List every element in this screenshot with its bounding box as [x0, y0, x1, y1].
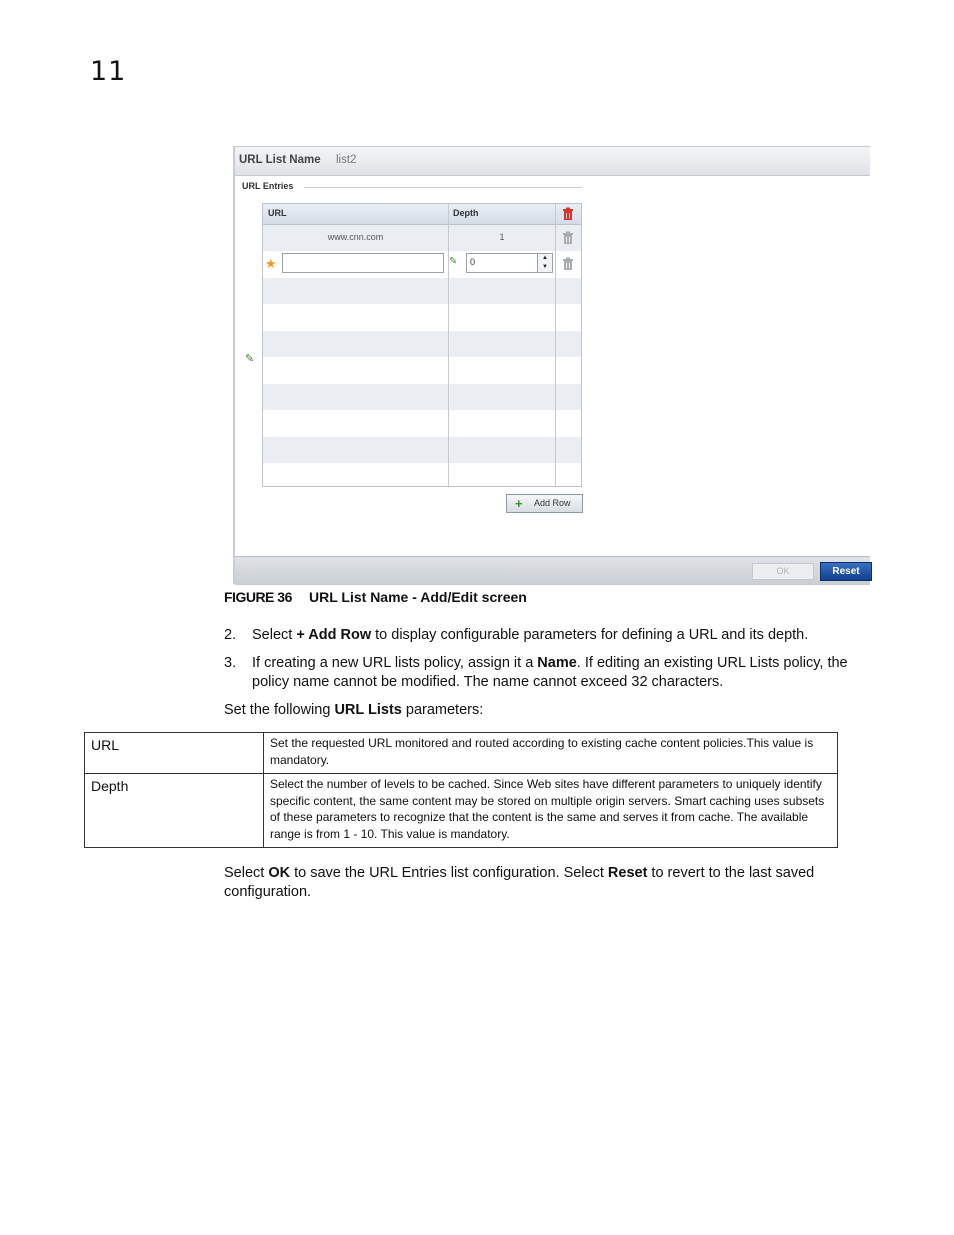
parameter-name: URL [85, 733, 264, 774]
pencil-icon: ✎ [245, 353, 255, 365]
screen-header [235, 146, 870, 176]
figure-number: FIGURE 36 [224, 589, 292, 605]
add-row-label: Add Row [534, 498, 571, 508]
spinner-arrows[interactable]: ▲ ▼ [537, 254, 552, 272]
text-part: parameters: [401, 702, 484, 718]
empty-row [263, 437, 581, 463]
step-emphasis: Name [537, 655, 577, 671]
step-emphasis: + Add Row [296, 627, 372, 643]
parameter-name: Depth [85, 774, 264, 848]
closing-text [224, 864, 844, 902]
trash-icon[interactable] [561, 257, 575, 271]
empty-row [263, 410, 581, 436]
url-entries-table [262, 203, 582, 487]
table-row [85, 774, 838, 848]
empty-row [263, 463, 581, 487]
text-part: Set the following [224, 702, 335, 718]
step-number: 3. [224, 655, 237, 671]
text-emphasis: URL Lists [334, 702, 402, 718]
text-emphasis: Reset [607, 865, 648, 881]
url-list-name-label: URL List Name [239, 154, 321, 166]
table-row [85, 733, 838, 774]
step-number: 2. [224, 627, 237, 643]
step-text [252, 626, 864, 645]
ok-button[interactable]: OK [752, 563, 814, 580]
set-parameters-text [224, 701, 844, 720]
text-part: to revert to the last saved configuration. [224, 865, 815, 900]
depth-cell: 1 [499, 232, 505, 242]
parameter-description: Select the number of levels to be cached. Since Web sites have different parameters to uniquely identify specific content, the same content may be stored on multiple origin servers. Smart caching uses subsets of these parameters to recognize that the content is the same and serves it from cache. The available range is from 1 - 10. This value is mandatory. [264, 774, 838, 848]
step-text-part: If creating a new URL lists policy, assign it a [252, 655, 538, 671]
group-divider [304, 187, 582, 188]
table-row[interactable] [263, 225, 581, 251]
step-text-part: . If editing an existing URL Lists policy, the policy name cannot be modified. The name cannot exceed 32 characters. [252, 655, 848, 690]
text-emphasis: OK [268, 865, 291, 881]
depth-value: 0 [470, 257, 476, 267]
empty-row [263, 278, 581, 304]
trash-icon[interactable] [561, 207, 575, 221]
empty-row [263, 384, 581, 410]
new-entry-row[interactable] [263, 251, 581, 277]
parameters-table [84, 732, 838, 848]
chapter-number: 11 [90, 56, 127, 87]
figure-caption [224, 589, 527, 605]
add-row-button[interactable] [506, 494, 583, 513]
pencil-icon: ✎ [449, 256, 458, 267]
empty-row [263, 357, 581, 383]
empty-row [263, 304, 581, 330]
url-entries-label: URL Entries [242, 181, 294, 191]
required-star-icon: ★ [265, 256, 277, 271]
url-cell: www.cnn.com [327, 232, 384, 242]
table-header [263, 204, 581, 225]
text-part: Select [224, 865, 269, 881]
parameter-description: Set the requested URL monitored and routed according to existing cache content policies.This value is mandatory. [264, 733, 838, 774]
text-part: to save the URL Entries list configuration. Select [290, 865, 608, 881]
depth-spinner[interactable] [466, 253, 553, 273]
column-header-url[interactable]: URL [268, 208, 287, 218]
column-divider [555, 204, 556, 486]
url-list-screen [233, 146, 870, 584]
url-list-name-value: list2 [336, 154, 357, 166]
empty-row [263, 331, 581, 357]
step-text-part: Select [252, 627, 297, 643]
column-header-depth[interactable]: Depth [453, 208, 479, 218]
column-divider [448, 204, 449, 486]
reset-button[interactable]: Reset [820, 562, 872, 581]
url-input[interactable] [282, 253, 444, 273]
trash-icon[interactable] [561, 231, 575, 245]
plus-icon: + [515, 496, 523, 511]
step-text [252, 654, 864, 692]
figure-title: URL List Name - Add/Edit screen [309, 589, 527, 605]
step-text-part: to display configurable parameters for defining a URL and its depth. [371, 627, 809, 643]
screen-footer [235, 556, 870, 585]
